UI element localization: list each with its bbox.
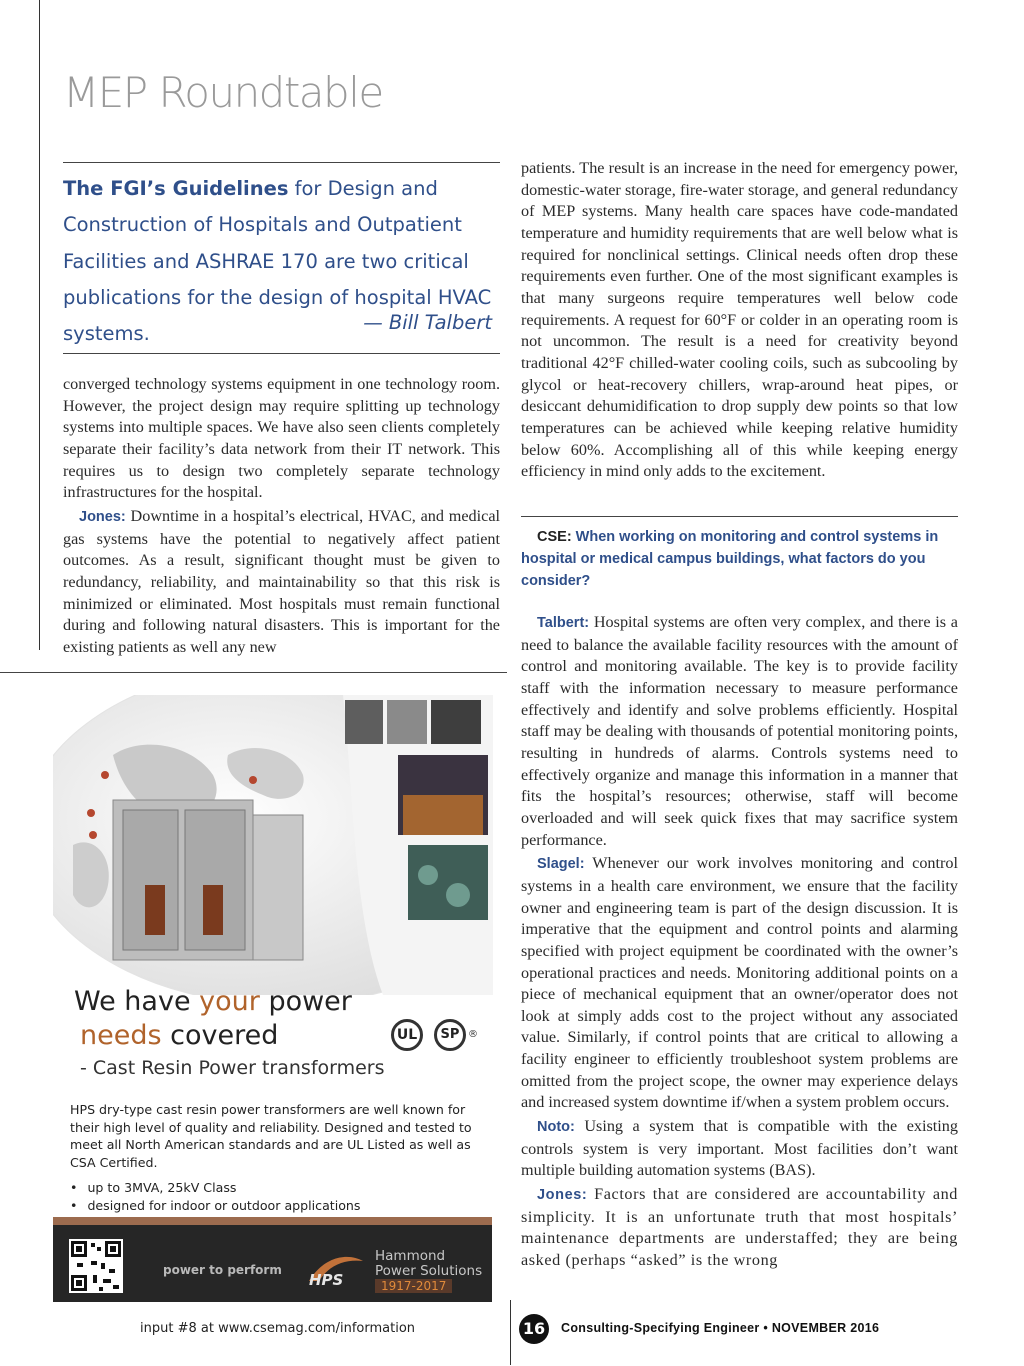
answer-noto-text: Using a system that is compatible with the existing controls system is very important. Most facilities don’t want multiple building automation systems (BAS). <box>521 1117 958 1180</box>
qr-code-graphic <box>69 1239 123 1293</box>
answer-jones <box>521 1184 958 1272</box>
ad-headline-part-2: power <box>259 986 352 1017</box>
ad-headline-part-3: covered <box>161 1020 279 1051</box>
speaker-jones-2: Jones: <box>537 1187 588 1204</box>
speaker-jones: Jones: <box>79 508 126 525</box>
ul-cert-text: UL <box>396 1027 418 1043</box>
ad-bullet: • up to 3MVA, 25kV Class <box>70 1179 360 1197</box>
cse-label: CSE: <box>537 529 572 545</box>
left-margin-rule <box>39 0 40 650</box>
hps-logo-icon <box>305 1251 367 1289</box>
speaker-noto: Noto: <box>537 1119 575 1136</box>
left-column <box>63 374 500 659</box>
answer-jones-text: Factors that are considered are accountability and simplicity. It is an unfortunate truth that most hospitals’ maintenance departments are understaffed; they are being asked (perhaps “asked” is the wrong <box>521 1185 958 1270</box>
answer-noto <box>521 1116 958 1182</box>
ad-tagline: power to perform <box>163 1263 282 1277</box>
ad-subhead: - Cast Resin Power transformers <box>80 1057 385 1079</box>
ad-body-text: HPS dry-type cast resin power transformers are well known for their high level of quality and reliability. Designed and tested to meet all North American standards and are UL Listed as well as CSA Certified. <box>70 1102 472 1170</box>
ad-brand-stripe <box>53 1217 492 1225</box>
page-number: 16 <box>519 1314 549 1344</box>
reader-service-link[interactable]: input #8 at www.csemag.com/information <box>140 1321 416 1336</box>
right-paragraph-1: patients. The result is an increase in the need for emergency power, domestic-water storage, fire-water storage, and general redundancy of MEP systems. Many health care spaces have code-mandated temperature and humidity requirements that are well below what is required for nonclinical settings. Clinical needs often drop these requirements even further. One of the most significant examples is that many surgeons require temperatures well below code requirements. A request for 60°F or colder in an operating room is not uncommon. The result is a need for creativity beyond traditional 42°F chilled-water cooling coils, such as subcooling by glycol or heat-recovery chillers, wrap-around heat pipes, or desiccant dehumidification to drop supply dew points so that low temperatures can be achieved while keeping relative humidity below 60%. Accomplishing all of this while keeping energy efficiency in mind only adds to the excitement. <box>521 159 958 481</box>
ad-transformer-image <box>53 695 493 995</box>
csa-cert-text: SP <box>440 1027 460 1042</box>
hps-logo-graphic <box>305 1251 367 1289</box>
answer-talbert <box>521 612 958 851</box>
speaker-slagel: Slagel: <box>537 856 585 873</box>
ad-headline <box>74 985 352 1053</box>
hps-years: 1917-2017 <box>375 1279 452 1293</box>
right-margin-rule <box>510 1300 511 1365</box>
ad-headline-part-1: We have <box>74 986 200 1017</box>
answer-talbert-text: Hospital systems are often very complex, and there is a need to balance the available facility resources with the amount of control and monitoring available. The key is to provide facility staff with the information necessary to measure performance effectively and identify and solve problems efficiently. Hospital staff may be dealing with thousands of potential monitoring points, resulting in hundreds of alarms. Controls systems need to effectively organize and manage this information in a manner that fits the hospital’s resources; otherwise, staff will become overloaded and will seek quick fixes that may sacrifice system performance. <box>521 613 958 849</box>
pull-quote-author: — Bill Talbert <box>363 311 492 334</box>
hps-brand-name-1: Hammond <box>375 1248 446 1264</box>
pull-quote <box>63 162 500 354</box>
pull-quote-body: for Design and Construction of Hospitals and Outpatient Facilities and ASHRAE 170 are two critical publications for the design of hospital HVAC systems. <box>63 177 492 346</box>
speaker-talbert: Talbert: <box>537 615 590 631</box>
publication-footer: Consulting-Specifying Engineer • NOVEMBER 2016 <box>561 1321 880 1335</box>
ad-headline-accent-1: your <box>199 986 260 1017</box>
left-paragraph-2 <box>63 506 500 659</box>
ad-headline-accent-2: needs <box>80 1020 162 1051</box>
ad-bullet: • designed for indoor or outdoor applications <box>70 1197 360 1215</box>
qr-code-icon[interactable] <box>69 1239 123 1293</box>
ad-illustration <box>53 695 493 995</box>
ul-cert-icon <box>391 1019 423 1051</box>
right-column-answers <box>521 612 958 1272</box>
hps-logo-text: HPS <box>309 1271 344 1289</box>
hps-brand-name-2: Power Solutions <box>375 1263 483 1279</box>
section-title: MEP Roundtable <box>63 68 383 117</box>
ad-brand-bar <box>53 1217 492 1302</box>
hps-advertisement[interactable] <box>0 672 507 1366</box>
hps-brand-name <box>375 1249 482 1279</box>
answer-slagel-text: Whenever our work involves monitoring and control systems in a health care environment, we ensure that the facility owner and engineering team is part of the design discussion. It is imperative that the equipment and control points and alarming specified with project equipment be coordinated with the owner’s operational practices and needs. Monitoring additional points on a piece of mechanical equipment that an owner/operator does not look at simply adds cost to the project without any associated value. Similarly, if control points that are critical to allowing a facility engineer to efficiently troubleshoot system problems are omitted from the project scope, the owner may experience delays and increased system downtime if/when a system problem occurs. <box>521 854 958 1112</box>
pull-quote-lead: The FGI’s Guidelines <box>63 177 289 200</box>
cse-question <box>521 516 958 592</box>
ad-bullet-list <box>70 1179 360 1215</box>
right-column-top <box>521 158 958 483</box>
csa-cert-icon <box>434 1019 466 1051</box>
left-paragraph-2-text: Downtime in a hospital’s electrical, HVAC, and medical gas systems have the potential to negatively affect patient outcomes. As a result, significant thought must be given to redundancy, reliability, and maintainability so that this risk is minimized or eliminated. Most hospitals must remain functional during and following natural disasters. This is important for the existing patients as well any new <box>63 506 500 656</box>
left-paragraph-1: converged technology systems equipment in one technology room. However, the project design may require splitting up technology systems into multiple spaces. We have also seen clients completely separate their facility’s data network from their IT network. This requires us to design two completely separate technology infrastructures for the hospital. <box>63 375 500 502</box>
registered-mark-icon: ® <box>468 1029 478 1040</box>
cse-question-text: When working on monitoring and control systems in hospital or medical campus buildings, what factors do you consider? <box>521 529 939 589</box>
answer-slagel <box>521 853 958 1114</box>
